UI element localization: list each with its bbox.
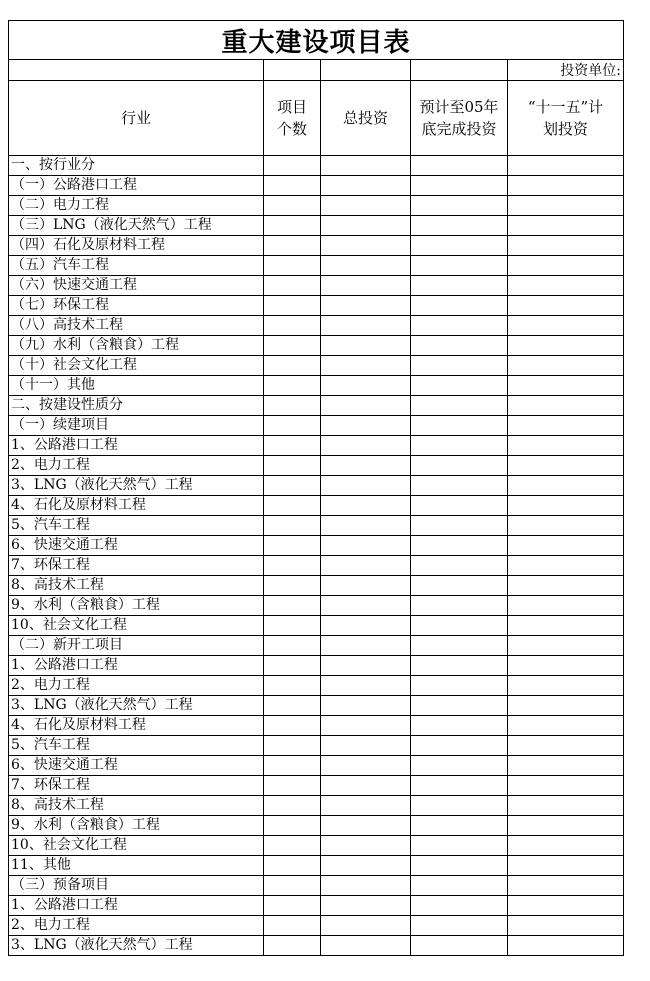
plan-investment-cell[interactable] [508, 256, 624, 276]
plan-investment-cell[interactable] [508, 496, 624, 516]
plan-investment-cell[interactable] [508, 356, 624, 376]
table-row [9, 336, 624, 356]
plan-investment-cell[interactable] [508, 156, 624, 176]
project-count-cell[interactable] [264, 656, 321, 676]
total-investment-cell[interactable] [321, 496, 411, 516]
row-industry-label: 2、电力工程 [9, 456, 264, 476]
row-industry-label: 9、水利（含粮食）工程 [9, 816, 264, 836]
total-investment-cell[interactable] [321, 796, 411, 816]
expected-investment-cell[interactable] [411, 876, 508, 896]
total-investment-cell[interactable] [321, 156, 411, 176]
table-row [9, 256, 624, 276]
expected-investment-cell[interactable] [411, 796, 508, 816]
table-title: 重大建设项目表 [9, 21, 624, 60]
row-industry-label: 2、电力工程 [9, 916, 264, 936]
plan-investment-cell[interactable] [508, 556, 624, 576]
expected-investment-cell[interactable] [411, 696, 508, 716]
total-investment-cell[interactable] [321, 256, 411, 276]
table-row [9, 216, 624, 236]
table-row [9, 196, 624, 216]
row-industry-label: （七）环保工程 [9, 296, 264, 316]
total-investment-cell[interactable] [321, 896, 411, 916]
table-row [9, 676, 624, 696]
total-investment-cell[interactable] [321, 456, 411, 476]
project-count-cell[interactable] [264, 616, 321, 636]
project-count-cell[interactable] [264, 676, 321, 696]
project-count-cell[interactable] [264, 876, 321, 896]
table-row [9, 716, 624, 736]
row-industry-label: 7、环保工程 [9, 776, 264, 796]
total-investment-cell[interactable] [321, 396, 411, 416]
total-investment-cell[interactable] [321, 476, 411, 496]
plan-investment-cell[interactable] [508, 316, 624, 336]
unit-blank-cell[interactable] [321, 60, 411, 81]
row-industry-label: 7、环保工程 [9, 556, 264, 576]
table-row [9, 436, 624, 456]
row-industry-label: （一）续建项目 [9, 416, 264, 436]
plan-investment-cell[interactable] [508, 756, 624, 776]
row-industry-label: 1、公路港口工程 [9, 896, 264, 916]
expected-investment-cell[interactable] [411, 336, 508, 356]
expected-investment-cell[interactable] [411, 496, 508, 516]
plan-investment-cell[interactable] [508, 336, 624, 356]
project-count-cell[interactable] [264, 856, 321, 876]
row-industry-label: （一）公路港口工程 [9, 176, 264, 196]
total-investment-cell[interactable] [321, 356, 411, 376]
project-count-cell[interactable] [264, 916, 321, 936]
row-industry-label: 3、LNG（液化天然气）工程 [9, 936, 264, 956]
plan-investment-cell[interactable] [508, 396, 624, 416]
plan-investment-cell[interactable] [508, 476, 624, 496]
expected-investment-cell[interactable] [411, 716, 508, 736]
expected-investment-cell[interactable] [411, 236, 508, 256]
project-count-cell[interactable] [264, 336, 321, 356]
plan-investment-cell[interactable] [508, 936, 624, 956]
project-count-cell[interactable] [264, 896, 321, 916]
plan-investment-cell[interactable] [508, 236, 624, 256]
row-industry-label: （二）电力工程 [9, 196, 264, 216]
expected-investment-cell[interactable] [411, 156, 508, 176]
total-investment-cell[interactable] [321, 376, 411, 396]
row-industry-label: 1、公路港口工程 [9, 436, 264, 456]
row-industry-label: （十）社会文化工程 [9, 356, 264, 376]
project-count-cell[interactable] [264, 696, 321, 716]
row-industry-label: （九）水利（含粮食）工程 [9, 336, 264, 356]
table-row [9, 496, 624, 516]
expected-investment-cell[interactable] [411, 916, 508, 936]
table-row [9, 556, 624, 576]
project-count-cell[interactable] [264, 376, 321, 396]
header-expected-by-05: 预计至05年底完成投资 [411, 81, 508, 156]
expected-investment-cell[interactable] [411, 556, 508, 576]
table-row [9, 596, 624, 616]
table-row [9, 456, 624, 476]
plan-investment-cell[interactable] [508, 176, 624, 196]
header-row [9, 81, 624, 156]
table-row [9, 796, 624, 816]
total-investment-cell[interactable] [321, 276, 411, 296]
project-count-cell[interactable] [264, 576, 321, 596]
project-count-cell[interactable] [264, 496, 321, 516]
plan-investment-cell[interactable] [508, 276, 624, 296]
expected-investment-cell[interactable] [411, 176, 508, 196]
expected-investment-cell[interactable] [411, 396, 508, 416]
expected-investment-cell[interactable] [411, 756, 508, 776]
row-industry-label: 11、其他 [9, 856, 264, 876]
plan-investment-cell[interactable] [508, 736, 624, 756]
project-count-cell[interactable] [264, 536, 321, 556]
project-count-cell[interactable] [264, 736, 321, 756]
row-industry-label: （四）石化及原材料工程 [9, 236, 264, 256]
table-row [9, 416, 624, 436]
plan-investment-cell[interactable] [508, 216, 624, 236]
project-sheet [8, 20, 623, 956]
expected-investment-cell[interactable] [411, 736, 508, 756]
project-count-cell[interactable] [264, 256, 321, 276]
project-count-cell[interactable] [264, 316, 321, 336]
project-count-cell[interactable] [264, 796, 321, 816]
table-row [9, 396, 624, 416]
total-investment-cell[interactable] [321, 876, 411, 896]
total-investment-cell[interactable] [321, 696, 411, 716]
total-investment-cell[interactable] [321, 836, 411, 856]
expected-investment-cell[interactable] [411, 896, 508, 916]
total-investment-cell[interactable] [321, 656, 411, 676]
expected-investment-cell[interactable] [411, 576, 508, 596]
row-industry-label: 8、高技术工程 [9, 796, 264, 816]
table-row [9, 536, 624, 556]
expected-investment-cell[interactable] [411, 256, 508, 276]
table-row [9, 296, 624, 316]
expected-investment-cell[interactable] [411, 636, 508, 656]
expected-investment-cell[interactable] [411, 816, 508, 836]
table-row [9, 836, 624, 856]
project-count-cell[interactable] [264, 276, 321, 296]
project-count-cell[interactable] [264, 516, 321, 536]
total-investment-cell[interactable] [321, 596, 411, 616]
row-industry-label: （五）汽车工程 [9, 256, 264, 276]
expected-investment-cell[interactable] [411, 676, 508, 696]
row-industry-label: （六）快速交通工程 [9, 276, 264, 296]
plan-investment-cell[interactable] [508, 636, 624, 656]
table-row [9, 156, 624, 176]
plan-investment-cell[interactable] [508, 856, 624, 876]
project-count-cell[interactable] [264, 836, 321, 856]
unit-blank-cell[interactable] [264, 60, 321, 81]
total-investment-cell[interactable] [321, 576, 411, 596]
total-investment-cell[interactable] [321, 556, 411, 576]
expected-investment-cell[interactable] [411, 936, 508, 956]
row-industry-label: 2、电力工程 [9, 676, 264, 696]
expected-investment-cell[interactable] [411, 656, 508, 676]
table-row [9, 356, 624, 376]
row-industry-label: 一、按行业分 [9, 156, 264, 176]
plan-investment-cell[interactable] [508, 876, 624, 896]
row-industry-label: 3、LNG（液化天然气）工程 [9, 476, 264, 496]
header-project-count: 项目个数 [264, 81, 321, 156]
expected-investment-cell[interactable] [411, 376, 508, 396]
header-total-investment: 总投资 [321, 81, 411, 156]
expected-investment-cell[interactable] [411, 516, 508, 536]
total-investment-cell[interactable] [321, 676, 411, 696]
project-count-cell[interactable] [264, 436, 321, 456]
header-plan-11th: “十一五”计划投资 [508, 81, 624, 156]
expected-investment-cell[interactable] [411, 316, 508, 336]
table-row [9, 316, 624, 336]
table-row [9, 476, 624, 496]
expected-investment-cell[interactable] [411, 776, 508, 796]
expected-investment-cell[interactable] [411, 196, 508, 216]
total-investment-cell[interactable] [321, 536, 411, 556]
table-row [9, 916, 624, 936]
total-investment-cell[interactable] [321, 716, 411, 736]
investment-unit-label: 投资单位: [508, 60, 624, 81]
plan-investment-cell[interactable] [508, 196, 624, 216]
row-industry-label: 1、公路港口工程 [9, 656, 264, 676]
total-investment-cell[interactable] [321, 616, 411, 636]
row-industry-label: 5、汽车工程 [9, 516, 264, 536]
table-row [9, 656, 624, 676]
unit-row [9, 60, 624, 81]
project-count-cell[interactable] [264, 716, 321, 736]
row-industry-label: 10、社会文化工程 [9, 836, 264, 856]
total-investment-cell[interactable] [321, 316, 411, 336]
expected-investment-cell[interactable] [411, 456, 508, 476]
project-count-cell[interactable] [264, 196, 321, 216]
table-row [9, 236, 624, 256]
row-industry-label: （二）新开工项目 [9, 636, 264, 656]
plan-investment-cell[interactable] [508, 656, 624, 676]
expected-investment-cell[interactable] [411, 836, 508, 856]
row-industry-label: 5、汽车工程 [9, 736, 264, 756]
table-row [9, 736, 624, 756]
plan-investment-cell[interactable] [508, 456, 624, 476]
table-row [9, 516, 624, 536]
project-count-cell[interactable] [264, 156, 321, 176]
expected-investment-cell[interactable] [411, 616, 508, 636]
expected-investment-cell[interactable] [411, 216, 508, 236]
project-count-cell[interactable] [264, 756, 321, 776]
project-count-cell[interactable] [264, 356, 321, 376]
total-investment-cell[interactable] [321, 916, 411, 936]
row-industry-label: 9、水利（含粮食）工程 [9, 596, 264, 616]
table-row [9, 876, 624, 896]
header-industry: 行业 [9, 81, 264, 156]
table-row [9, 756, 624, 776]
row-industry-label: 10、社会文化工程 [9, 616, 264, 636]
unit-blank-cell[interactable] [9, 60, 264, 81]
total-investment-cell[interactable] [321, 816, 411, 836]
row-industry-label: （八）高技术工程 [9, 316, 264, 336]
total-investment-cell[interactable] [321, 176, 411, 196]
row-industry-label: （三）LNG（液化天然气）工程 [9, 216, 264, 236]
table-row [9, 896, 624, 916]
table-row [9, 816, 624, 836]
row-industry-label: （三）预备项目 [9, 876, 264, 896]
plan-investment-cell[interactable] [508, 296, 624, 316]
expected-investment-cell[interactable] [411, 296, 508, 316]
plan-investment-cell[interactable] [508, 816, 624, 836]
expected-investment-cell[interactable] [411, 856, 508, 876]
total-investment-cell[interactable] [321, 416, 411, 436]
row-industry-label: 二、按建设性质分 [9, 396, 264, 416]
plan-investment-cell[interactable] [508, 416, 624, 436]
project-count-cell[interactable] [264, 176, 321, 196]
project-count-cell[interactable] [264, 596, 321, 616]
total-investment-cell[interactable] [321, 436, 411, 456]
project-count-cell[interactable] [264, 636, 321, 656]
table-row [9, 176, 624, 196]
row-industry-label: 8、高技术工程 [9, 576, 264, 596]
project-count-cell[interactable] [264, 936, 321, 956]
plan-investment-cell[interactable] [508, 716, 624, 736]
total-investment-cell[interactable] [321, 636, 411, 656]
row-industry-label: 4、石化及原材料工程 [9, 496, 264, 516]
row-industry-label: 3、LNG（液化天然气）工程 [9, 696, 264, 716]
total-investment-cell[interactable] [321, 856, 411, 876]
project-count-cell[interactable] [264, 816, 321, 836]
expected-investment-cell[interactable] [411, 596, 508, 616]
project-count-cell[interactable] [264, 296, 321, 316]
table-row [9, 276, 624, 296]
expected-investment-cell[interactable] [411, 416, 508, 436]
plan-investment-cell[interactable] [508, 916, 624, 936]
plan-investment-cell[interactable] [508, 776, 624, 796]
total-investment-cell[interactable] [321, 296, 411, 316]
project-count-cell[interactable] [264, 216, 321, 236]
plan-investment-cell[interactable] [508, 616, 624, 636]
project-count-cell[interactable] [264, 456, 321, 476]
table-row [9, 376, 624, 396]
plan-investment-cell[interactable] [508, 376, 624, 396]
total-investment-cell[interactable] [321, 756, 411, 776]
total-investment-cell[interactable] [321, 236, 411, 256]
plan-investment-cell[interactable] [508, 436, 624, 456]
plan-investment-cell[interactable] [508, 896, 624, 916]
plan-investment-cell[interactable] [508, 596, 624, 616]
total-investment-cell[interactable] [321, 516, 411, 536]
table-row [9, 856, 624, 876]
row-industry-label: 6、快速交通工程 [9, 536, 264, 556]
project-count-cell[interactable] [264, 396, 321, 416]
project-table [8, 20, 624, 956]
total-investment-cell[interactable] [321, 776, 411, 796]
table-row [9, 936, 624, 956]
expected-investment-cell[interactable] [411, 436, 508, 456]
total-investment-cell[interactable] [321, 336, 411, 356]
project-count-cell[interactable] [264, 776, 321, 796]
table-row [9, 616, 624, 636]
expected-investment-cell[interactable] [411, 536, 508, 556]
table-row [9, 576, 624, 596]
row-industry-label: 4、石化及原材料工程 [9, 716, 264, 736]
table-row [9, 776, 624, 796]
plan-investment-cell[interactable] [508, 576, 624, 596]
project-count-cell[interactable] [264, 476, 321, 496]
total-investment-cell[interactable] [321, 196, 411, 216]
project-count-cell[interactable] [264, 556, 321, 576]
expected-investment-cell[interactable] [411, 276, 508, 296]
plan-investment-cell[interactable] [508, 696, 624, 716]
table-row [9, 696, 624, 716]
expected-investment-cell[interactable] [411, 476, 508, 496]
unit-blank-cell[interactable] [411, 60, 508, 81]
total-investment-cell[interactable] [321, 736, 411, 756]
expected-investment-cell[interactable] [411, 356, 508, 376]
plan-investment-cell[interactable] [508, 516, 624, 536]
row-industry-label: 6、快速交通工程 [9, 756, 264, 776]
total-investment-cell[interactable] [321, 936, 411, 956]
project-count-cell[interactable] [264, 416, 321, 436]
project-count-cell[interactable] [264, 236, 321, 256]
plan-investment-cell[interactable] [508, 796, 624, 816]
plan-investment-cell[interactable] [508, 836, 624, 856]
plan-investment-cell[interactable] [508, 676, 624, 696]
total-investment-cell[interactable] [321, 216, 411, 236]
plan-investment-cell[interactable] [508, 536, 624, 556]
row-industry-label: （十一）其他 [9, 376, 264, 396]
table-row [9, 636, 624, 656]
